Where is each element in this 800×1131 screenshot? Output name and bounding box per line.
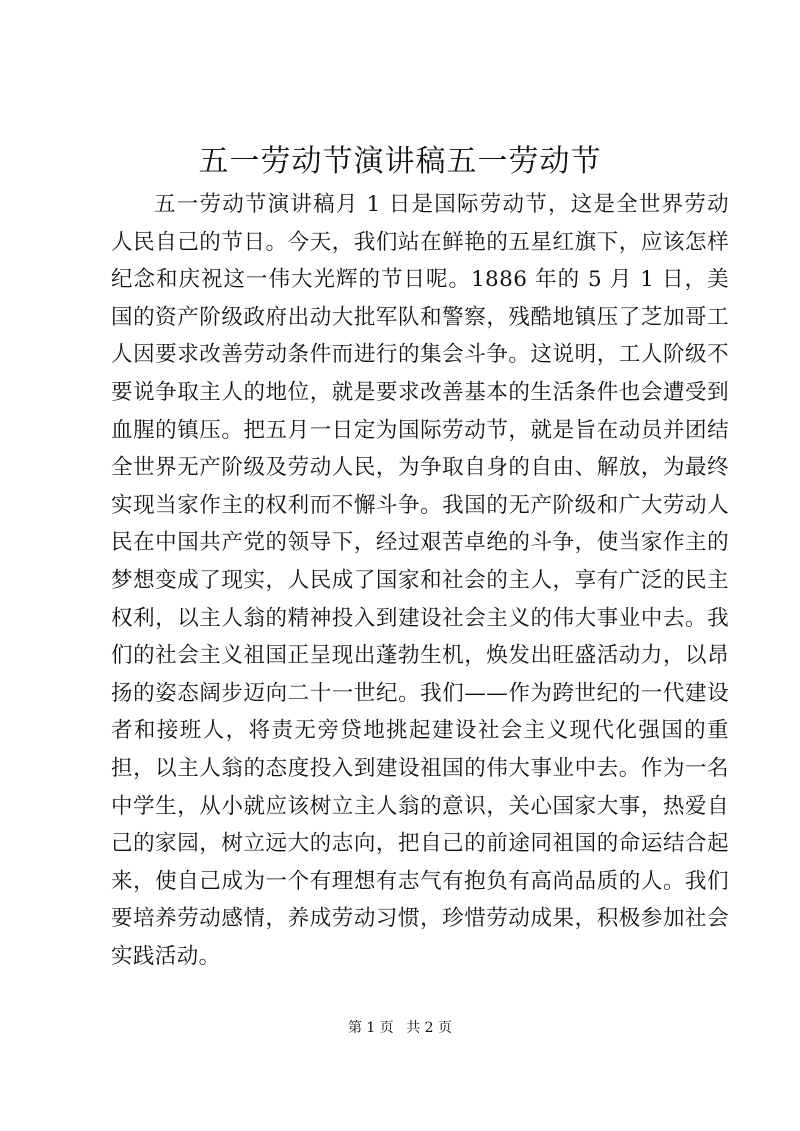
document-body-paragraph: 五一劳动节演讲稿月 1 日是国际劳动节，这是全世界劳动人民自己的节日。今天，我们站在鲜艳的五星红旗下，应该怎样纪念和庆祝这一伟大光辉的节日呢。1886 年的 5 月 1 日，美国的资产阶级政府出动大批军队和警察，残酷地镇压了芝加哥工人因要求改善劳动条件而进行的集会斗争。这说明，工人阶级不要说争取主人的地位，就是要求改善基本的生活条件也会遭受到血腥的镇压。把五月一日定为国际劳动节，就是旨在动员并团结全世界无产阶级及劳动人民，为争取自身的自由、解放，为最终实现当家作主的权利而不懈斗争。我国的无产阶级和广大劳动人民在中国共产党的领导下，经过艰苦卓绝的斗争，使当家作主的梦想变成了现实，人民成了国家和社会的主人，享有广泛的民主权利，以主人翁的精神投入到建设社会主义的伟大事业中去。我们的社会主义祖国正呈现出蓬勃生机，焕发出旺盛活动力，以昂扬的姿态阔步迈向二十一世纪。我们——作为跨世纪的一代建设者和接班人，将责无旁贷地挑起建设社会主义现代化强国的重担，以主人翁的态度投入到建设祖国的伟大事业中去。作为一名中学生，从小就应该树立主人翁的意识，关心国家大事，热爱自己的家园，树立远大的志向，把自己的前途同祖国的命运结合起来，使自己成为一个有理想有志气有抱负有高尚品质的人。我们要培养劳动感情，养成劳动习惯，珍惜劳动成果，积极参加社会实践活动。 [111, 192, 729, 969]
page-number: 第 1 页 [347, 1020, 394, 1036]
page-total: 共 2 页 [406, 1020, 453, 1036]
page-footer [0, 1018, 800, 1038]
document-title: 五一劳动节演讲稿五一劳动节 [198, 144, 602, 179]
